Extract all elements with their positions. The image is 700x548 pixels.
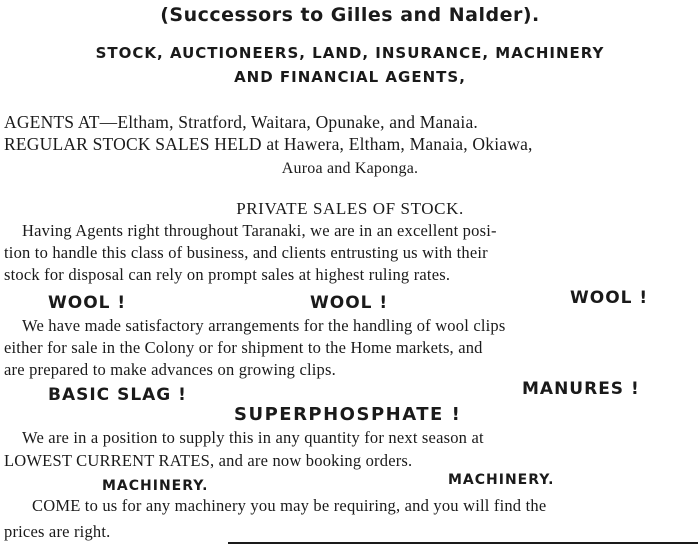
- manures-line-2: LOWEST CURRENT RATES, and are now booking orders.: [4, 451, 413, 470]
- wool-label-1: WOOL !: [48, 293, 127, 313]
- private-sales-line-3: stock for disposal can rely on prompt sales at highest ruling rates.: [4, 265, 451, 284]
- basic-slag-label: BASIC SLAG !: [48, 385, 187, 405]
- machinery-label-1: MACHINERY.: [102, 478, 209, 494]
- machinery-label-2: MACHINERY.: [448, 472, 555, 488]
- agents-line-2: REGULAR STOCK SALES HELD at Hawera, Eltham, Manaia, Okiawa,: [4, 134, 533, 154]
- wool-line-1: We have made satisfactory arrangements for the handling of wool clips: [22, 316, 506, 335]
- agents-line-1: AGENTS AT—Eltham, Stratford, Waitara, Opunake, and Manaia.: [4, 112, 478, 132]
- machinery-line-1: COME to us for any machinery you may be requiring, and you will find the: [32, 496, 547, 515]
- agents-line-3: Auroa and Kaponga.: [281, 160, 419, 177]
- bottom-rule: [228, 542, 698, 544]
- private-sales-line-1: Having Agents right throughout Taranaki, we are in an excellent posi-: [22, 221, 497, 240]
- manures-line-1: We are in a position to supply this in any quantity for next season at: [22, 428, 484, 447]
- machinery-line-2: prices are right.: [4, 522, 111, 541]
- private-sales-heading: PRIVATE SALES OF STOCK.: [236, 199, 464, 218]
- private-sales-line-2: tion to handle this class of business, and clients entrusting us with their: [4, 243, 488, 262]
- business-line-1: STOCK, AUCTIONEERS, LAND, INSURANCE, MACHINERY: [95, 44, 605, 62]
- wool-line-3: are prepared to make advances on growing clips.: [4, 360, 336, 379]
- wool-line-2: either for sale in the Colony or for shipment to the Home markets, and: [4, 338, 483, 357]
- wool-label-3: WOOL !: [570, 288, 649, 308]
- wool-label-2: WOOL !: [310, 293, 389, 313]
- superphosphate-label: SUPERPHOSPHATE !: [234, 404, 462, 425]
- business-line-2: AND FINANCIAL AGENTS,: [234, 68, 466, 86]
- successors-line: (Successors to Gilles and Nalder).: [160, 4, 540, 26]
- manures-label: MANURES !: [522, 379, 640, 399]
